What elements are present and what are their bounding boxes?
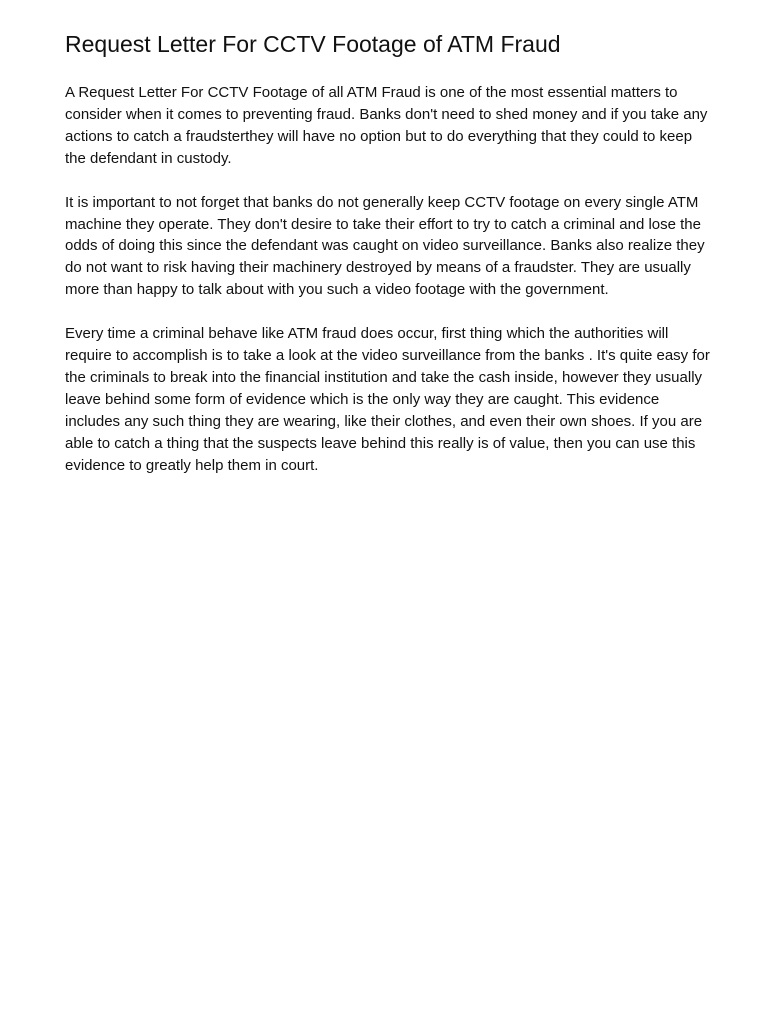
paragraph-1: A Request Letter For CCTV Footage of all ATM Fraud is one of the most essential matters to consider when it comes to preventing fraud. Banks don't need to shed money and if you take any actions to catch a fraudsterthey will have no option but to do everything that they could to keep the defendant in custody. (65, 84, 708, 167)
paragraph-2: It is important to not forget that banks do not generally keep CCTV footage on every single ATM machine they operate. They don't desire to take their effort to try to catch a criminal and lose the odds of doing this since the defendant was caught on video surveillance. Banks also realize they do not want to risk having their machinery destroyed by means of a fraudster. They are usually more than happy to talk about with you such a video footage with the government. (65, 193, 705, 299)
paragraph-3: Every time a criminal behave like ATM fraud does occur, first thing which the authorities will require to accomplish is to take a look at the video surveillance from the banks . It's quite easy for the criminals to break into the financial institution and take the cash inside, however they usually leave behind some form of evidence which is the only way they are caught. This evidence includes any such thing they are wearing, like their clothes, and even their own shoes. If you are able to catch a thing that the suspects leave behind this really is of value, then you can use this evidence to greatly help them in court. (65, 325, 710, 474)
document-page (65, 28, 710, 499)
document-title: Request Letter For CCTV Footage of ATM Fraud (65, 31, 561, 57)
